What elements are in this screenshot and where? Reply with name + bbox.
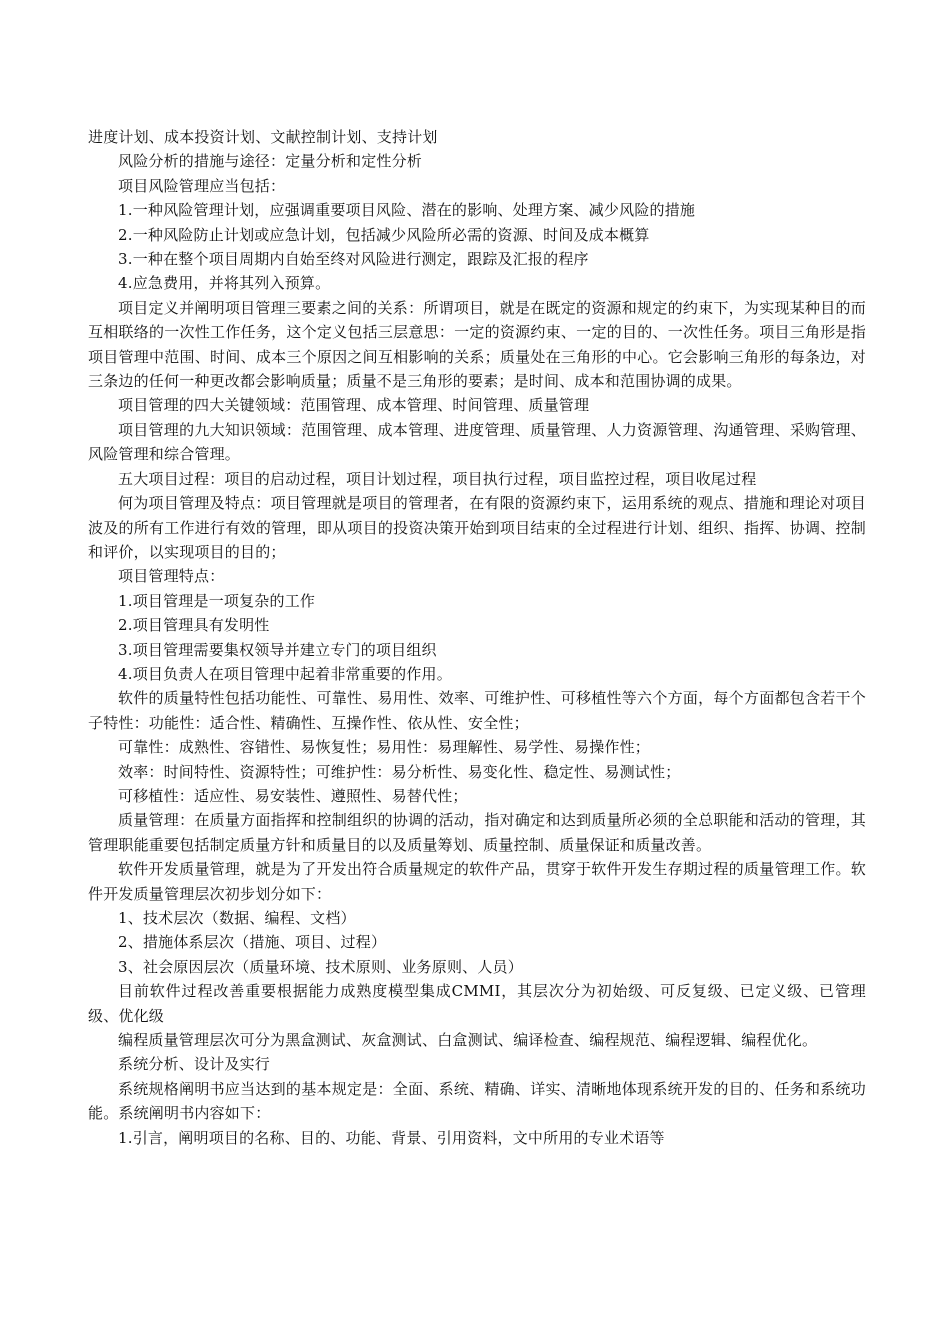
paragraph: 可靠性：成熟性、容错性、易恢复性；易用性：易理解性、易学性、易操作性； [118,738,651,757]
paragraph: 质量管理：在质量方面指挥和控制组织的协调的活动，指对确定和达到质量所必须的全总职能和活动的管理，其管理职能重要包括制定质量方针和质量目的以及质量筹划、质量控制、质量保证和质量改善。 [88,811,866,854]
paragraph: 编程质量管理层次可分为黑盒测试、灰盒测试、白盒测试、编译检查、编程规范、编程逻辑、编程优化。 [118,1031,818,1050]
paragraph: 1.项目管理是一项复杂的工作 [118,591,316,610]
paragraph: 1.一种风险管理计划，应强调重要项目风险、潜在的影响、处理方案、减少风险的措施 [118,201,696,220]
paragraph: 系统规格阐明书应当达到的基本规定是：全面、系统、精确、详实、清晰地体现系统开发的目的、任务和系统功能。系统阐明书内容如下： [88,1079,866,1123]
paragraph: 3.一种在整个项目周期内自始至终对风险进行测定，跟踪及汇报的程序 [118,250,589,269]
paragraph: 2.项目管理具有发明性 [118,616,270,635]
paragraph: 何为项目管理及特点：项目管理就是项目的管理者，在有限的资源约束下，运用系统的观点、措施和理论对项目波及的所有工作进行有效的管理，即从项目的投资决策开始到项目结束的全过程进行计划、组织、指挥、协调、控制和评价，以实现项目的目的； [88,494,866,561]
paragraph: 项目定义并阐明项目管理三要素之间的关系：所谓项目，就是在既定的资源和规定的约束下，为实现某种目的而互相联络的一次性工作任务，这个定义包括三层意思：一定的资源约束、一定的目的、一次性任务。项目三角形是指项目管理中范围、时间、成本三个原因之间互相影响的关系；质量处在三角形的中心。它会影响三角形的每条边，对三条边的任何一种更改都会影响质量；质量不是三角形的要素；是时间、成本和范围协调的成果。 [88,298,866,391]
paragraph: 3.项目管理需要集权领导并建立专门的项目组织 [118,640,437,659]
paragraph: 2.一种风险防止计划或应急计划，包括减少风险所必需的资源、时间及成本概算 [118,225,650,244]
paragraph: 项目管理的九大知识领域：范围管理、成本管理、进度管理、质量管理、人力资源管理、沟通管理、采购管理、风险管理和综合管理。 [88,420,866,464]
paragraph: 2、措施体系层次（措施、项目、过程） [118,933,387,952]
paragraph: 软件开发质量管理，就是为了开发出符合质量规定的软件产品，贯穿于软件开发生存期过程的质量管理工作。软件开发质量管理层次初步划分如下： [88,860,866,903]
paragraph: 软件的质量特性包括功能性、可靠性、易用性、效率、可维护性、可移植性等六个方面，每个方面都包含若干个子特性：功能性：适合性、精确性、互操作性、依从性、安全性； [88,689,866,732]
paragraph: 项目管理的四大关键领域：范围管理、成本管理、时间管理、质量管理 [118,396,590,415]
paragraph: 效率：时间特性、资源特性；可维护性：易分析性、易变化性、稳定性、易测试性； [118,762,681,781]
paragraph: 可移植性：适应性、易安装性、遵照性、易替代性； [118,786,468,805]
paragraph: 1、技术层次（数据、编程、文档） [118,909,356,927]
paragraph: 风险分析的措施与途径：定量分析和定性分析 [118,152,423,171]
paragraph: 项目管理特点： [118,567,225,586]
paragraph: 项目风险管理应当包括： [118,176,286,195]
paragraph: 1.引言，阐明项目的名称、目的、功能、背景、引用资料，文中所用的专业术语等 [118,1128,665,1147]
paragraph: 目前软件过程改善重要根据能力成熟度模型集成CMMI，其层次分为初始级、可反复级、已定义级、已管理级、优化级 [88,982,866,1025]
paragraph: 4.项目负责人在项目管理中起着非常重要的作用。 [118,664,452,683]
paragraph: 进度计划、成本投资计划、文献控制计划、支持计划 [88,128,438,146]
document-page [88,125,866,1150]
paragraph: 五大项目过程：项目的启动过程，项目计划过程，项目执行过程，项目监控过程，项目收尾过程 [118,469,757,488]
paragraph: 4.应急费用，并将其列入预算。 [118,274,331,293]
paragraph: 系统分析、设计及实行 [118,1055,271,1074]
paragraph: 3、社会原因层次（质量环境、技术原则、业务原则、人员） [118,957,523,976]
